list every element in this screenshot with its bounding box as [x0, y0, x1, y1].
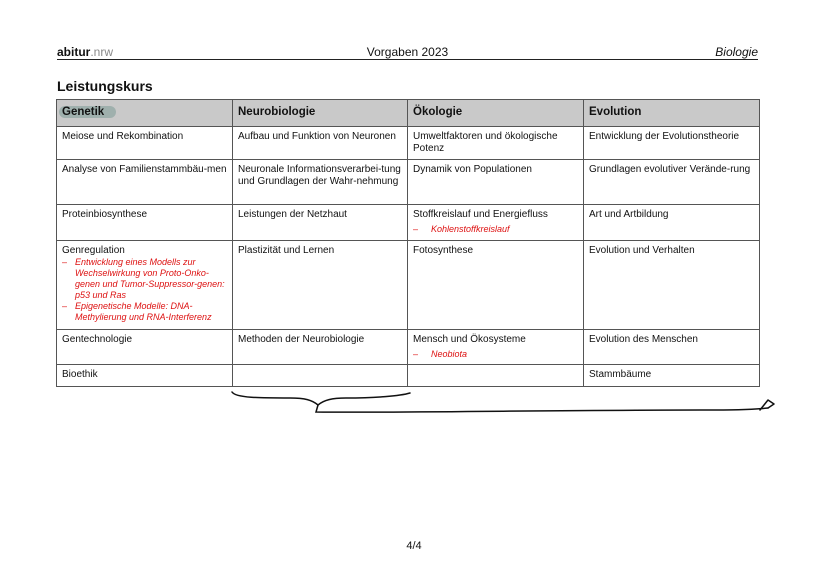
topic-text: Genregulation — [62, 245, 125, 256]
subtopic-text: – Kohlenstoffkreislauf — [413, 224, 578, 235]
table-cell: Art und Artbildung — [584, 205, 760, 241]
table-cell: Fotosynthese — [408, 241, 584, 330]
table-cell: Evolution und Verhalten — [584, 241, 760, 330]
column-header-evolution: Evolution — [584, 100, 760, 127]
table-cell: Stammbäume — [584, 365, 760, 387]
arrow-line — [316, 405, 768, 412]
table-cell: Evolution des Menschen — [584, 330, 760, 365]
table-cell: Meiose und Rekombination — [57, 127, 233, 160]
table-cell: Methoden der Neurobiologie — [233, 330, 408, 365]
table-cell: Grundlagen evolutiver Verände-rung — [584, 160, 760, 205]
section-title: Leistungskurs — [57, 78, 153, 94]
subtopic-text: – Epigenetische Modelle: DNA-Methylierung und RNA-Interferenz — [62, 301, 227, 323]
subtopic-text: – Entwicklung eines Modells zur Wechselwirkung von Proto-Onko-genen und Tumor-Suppressor-genen: p53 und Ras — [62, 257, 227, 301]
page-number: 4/4 — [406, 540, 422, 552]
column-header-oekologie: Ökologie — [408, 100, 584, 127]
table-cell: Neuronale Informationsverarbei-tung und Grundlagen der Wahr-nehmung — [233, 160, 408, 205]
brand-suffix: .nrw — [90, 45, 114, 59]
topic-text: Mensch und Ökosysteme — [413, 334, 526, 345]
table-cell: Entwicklung der Evolutionstheorie — [584, 127, 760, 160]
highlighted-header: Genetik — [59, 106, 116, 118]
subtopic-text: – Neobiota — [413, 349, 578, 360]
table-cell: Plastizität und Lernen — [233, 241, 408, 330]
header-center-title: Vorgaben 2023 — [366, 45, 449, 59]
table-cell: Leistungen der Netzhaut — [233, 205, 408, 241]
table-cell: Umweltfaktoren und ökologische Potenz — [408, 127, 584, 160]
table-cell: Analyse von Familienstammbäu-men — [57, 160, 233, 205]
column-header-neurobiologie: Neurobiologie — [233, 100, 408, 127]
table-cell: Dynamik von Populationen — [408, 160, 584, 205]
topic-text: Stoffkreislauf und Energiefluss — [413, 209, 548, 220]
table-cell: Bioethik — [57, 365, 233, 387]
table-cell: Proteinbiosynthese — [57, 205, 233, 241]
header-subject: Biologie — [715, 45, 758, 59]
brace-stroke — [232, 392, 410, 405]
table-cell: Gentechnologie — [57, 330, 233, 365]
table-cell: Aufbau und Funktion von Neuronen — [233, 127, 408, 160]
brand-main: abitur — [57, 45, 91, 59]
